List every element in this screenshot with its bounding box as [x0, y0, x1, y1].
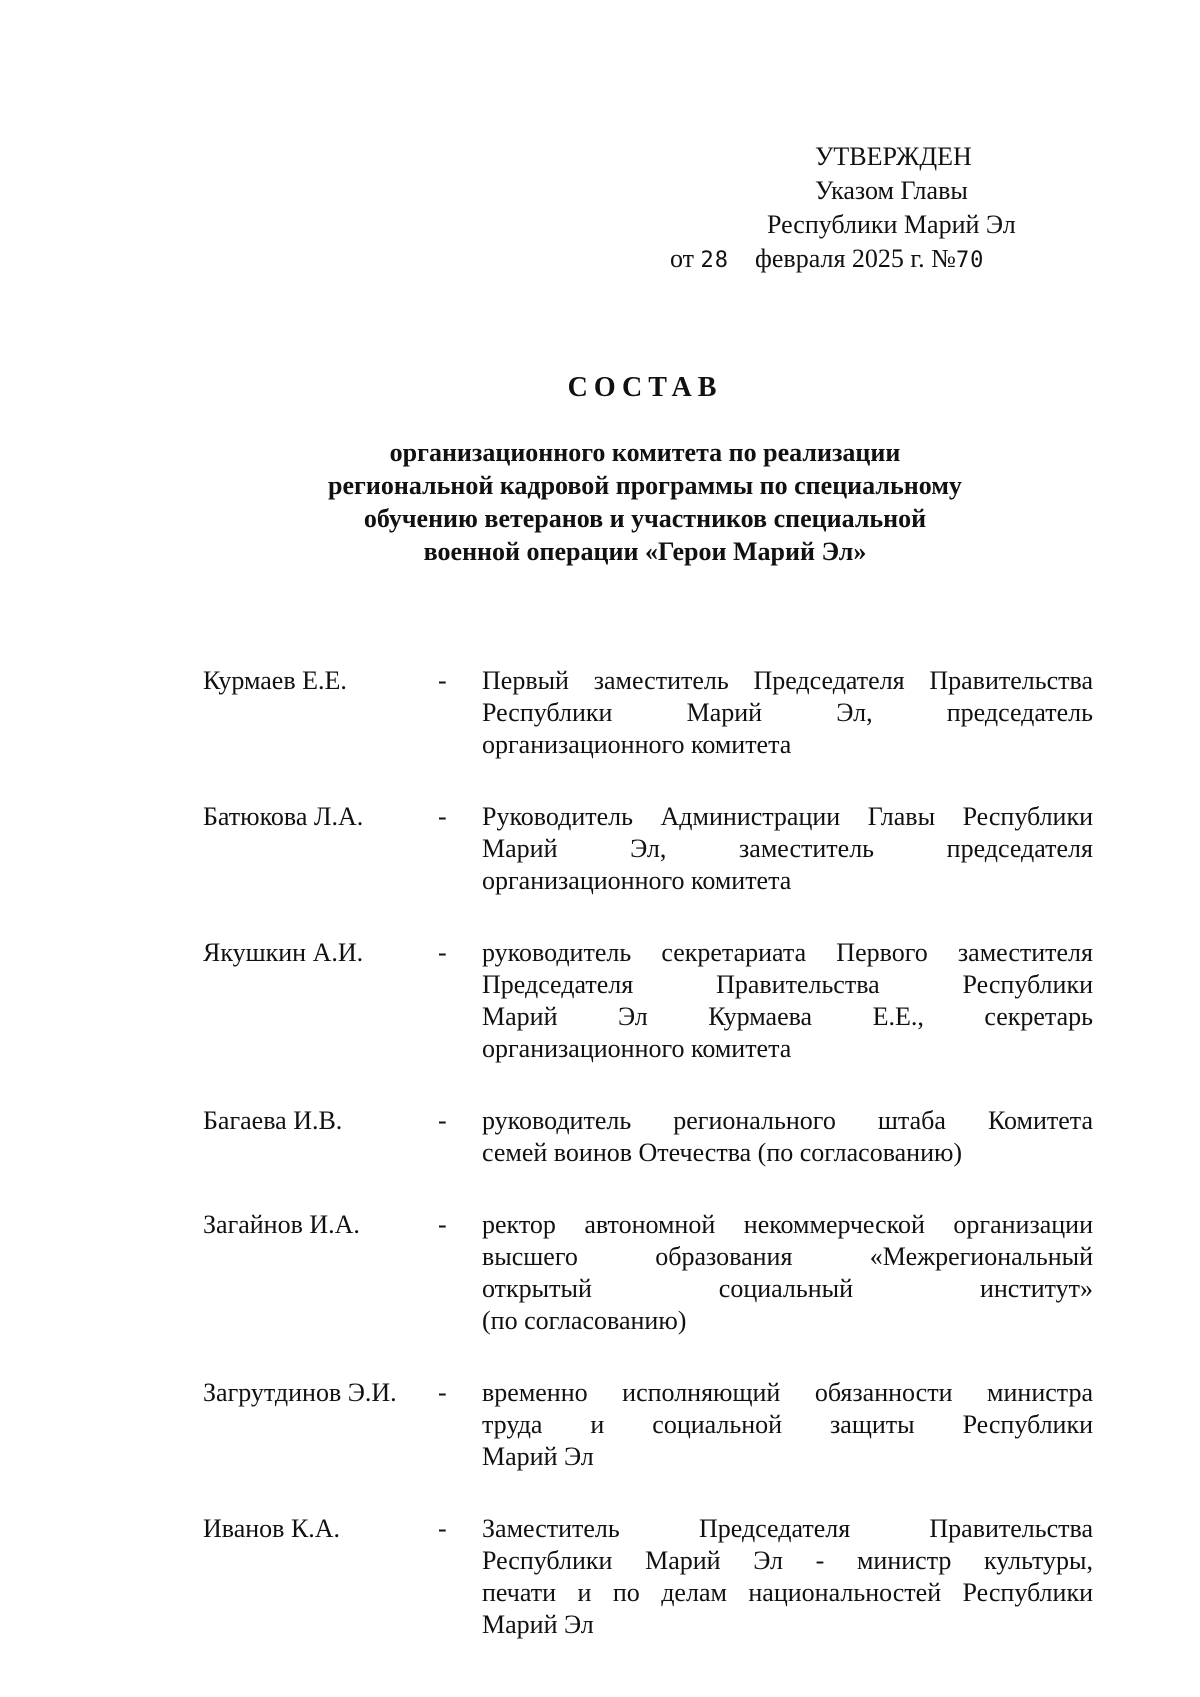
member-name: Загрутдинов Э.И.	[203, 1378, 397, 1407]
member-role-line: труда и социальной защиты Республики	[482, 1410, 1093, 1439]
member-role-line: печати и по делам национальностей Республики	[482, 1578, 1093, 1607]
member-role-line: (по согласованию)	[482, 1306, 687, 1335]
member-name: Иванов К.А.	[203, 1514, 341, 1543]
member-role	[482, 1377, 1093, 1473]
member-role-line: организационного комитета	[482, 866, 792, 895]
approval-heading: УТВЕРЖДЕН	[815, 142, 972, 171]
member-role-line: семей воинов Отечества (по согласованию)	[482, 1138, 963, 1167]
member-row	[203, 665, 1093, 761]
member-role	[482, 1105, 1093, 1169]
member-dash: -	[438, 1514, 447, 1543]
approval-date-prefix: от	[670, 244, 695, 273]
approval-date-line	[670, 242, 1120, 278]
approval-number: 70	[955, 248, 985, 273]
member-name: Загайнов И.А.	[203, 1210, 360, 1239]
subtitle-line: военной операции «Герои Марий Эл»	[423, 537, 867, 566]
member-dash: -	[438, 802, 447, 831]
member-row	[203, 1209, 1093, 1337]
member-role-line: высшего образования «Межрегиональный	[482, 1242, 1093, 1271]
member-row	[203, 1513, 1093, 1641]
approval-decree-line: Указом Главы	[815, 176, 968, 205]
member-role-line: Заместитель Председателя Правительства	[482, 1514, 1093, 1543]
member-dash: -	[438, 1106, 447, 1135]
document-subtitle	[0, 436, 1200, 568]
subtitle-line: организационного комитета по реализации	[389, 438, 901, 467]
member-role-line: Марий Эл Курмаева Е.Е., секретарь	[482, 1002, 1093, 1031]
member-role-line: открытый социальный институт»	[482, 1274, 1093, 1303]
member-row	[203, 1105, 1093, 1169]
member-role-line: Председателя Правительства Республики	[482, 970, 1093, 999]
member-row	[203, 937, 1093, 1065]
member-role-line: ректор автономной некоммерческой организации	[482, 1210, 1093, 1239]
member-role-line: Марий Эл	[482, 1610, 594, 1639]
approval-day: 28	[700, 248, 730, 273]
member-row	[203, 1377, 1093, 1473]
member-dash: -	[438, 1210, 447, 1239]
approval-stamp	[670, 140, 1120, 278]
subtitle-line: обучению ветеранов и участников специальной	[363, 504, 927, 533]
member-role-line: Марий Эл, заместитель председателя	[482, 834, 1093, 863]
member-role-line: Республики Марий Эл - министр культуры,	[482, 1546, 1093, 1575]
member-role-line: Республики Марий Эл, председатель	[482, 698, 1093, 727]
member-role	[482, 665, 1093, 761]
approval-republic-line: Республики Марий Эл	[767, 210, 1016, 239]
member-role-line: Первый заместитель Председателя Правительства	[482, 666, 1093, 695]
member-role-line: временно исполняющий обязанности министра	[482, 1378, 1093, 1407]
member-role-line: Марий Эл	[482, 1442, 594, 1471]
member-role	[482, 937, 1093, 1065]
member-role-line: руководитель регионального штаба Комитета	[482, 1106, 1093, 1135]
member-name: Якушкин А.И.	[203, 938, 364, 967]
member-name: Багаева И.В.	[203, 1106, 343, 1135]
member-role	[482, 801, 1093, 897]
member-role-line: организационного комитета	[482, 1034, 792, 1063]
member-dash: -	[438, 666, 447, 695]
member-role-line: организационного комитета	[482, 730, 792, 759]
member-dash: -	[438, 938, 447, 967]
member-dash: -	[438, 1378, 447, 1407]
member-role-line: руководитель секретариата Первого заместителя	[482, 938, 1093, 967]
subtitle-line: региональной кадровой программы по специальному	[328, 471, 962, 500]
committee-members-list	[203, 665, 1093, 1641]
member-role	[482, 1513, 1093, 1641]
document-title: СОСТАВ	[567, 372, 723, 403]
member-name: Батюкова Л.А.	[203, 802, 364, 831]
member-role-line: Руководитель Администрации Главы Республики	[482, 802, 1093, 831]
member-row	[203, 801, 1093, 897]
member-name: Курмаев Е.Е.	[203, 666, 347, 695]
approval-month-year: февраля 2025 г. №	[755, 244, 956, 273]
member-role	[482, 1209, 1093, 1337]
